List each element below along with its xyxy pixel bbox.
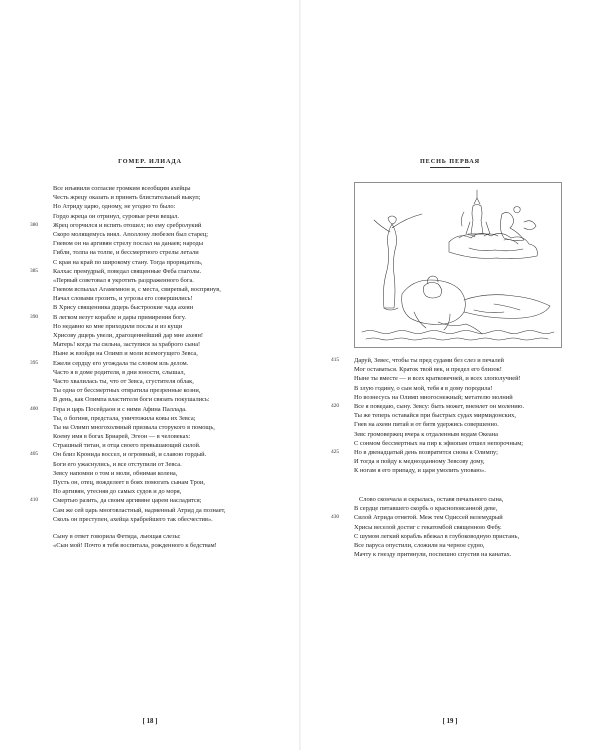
verse-text: Ты на Олимп многохолмный призвала сторукого в помощь,: [53, 423, 215, 431]
right-folio: [ 19 ]: [442, 718, 458, 725]
verse-line: [0, 202, 299, 211]
verse-text: Слово скончала и скрылась, оставя печального сына,: [359, 496, 504, 503]
verse-line: [0, 515, 299, 524]
verse-line: [0, 313, 299, 322]
verse-text: Ныне ж взойди на Олимп и моли всемогущего Зевса,: [53, 350, 198, 358]
verse-text: Калхас премудрый, поведал священные Феба глаголы.: [53, 267, 202, 275]
verse-line: [301, 457, 600, 466]
verse-text: Но недавно ко мне приходили послы и из кущи: [53, 322, 183, 330]
verse-text: Гневом вспылал Агамемнон и, с места, свирепый, воспрянув,: [53, 286, 221, 294]
verse-line: [301, 448, 600, 457]
right-page: [301, 0, 600, 750]
verse-text: Мачту к гнезду притянули, поспешно спустив на канатах.: [354, 551, 512, 559]
verse-text: В Хрису священника дщерь быстроокие чада ахеян: [53, 304, 194, 312]
verse-line: [0, 294, 299, 303]
verse-line: [301, 384, 600, 393]
verse-text: Жрец огорчился и вспять отошел; но ему сребролукий: [53, 221, 202, 229]
verse-line: [0, 212, 299, 221]
verse-text: Гневом он на аргивян стрелу послал на данаев; народы: [53, 240, 204, 248]
verse-text: Хрисову дщерь увели, драгоценнейший дар мне ахеян!: [53, 332, 204, 339]
verse-text: В легком везут корабле и дары примирения богу.: [53, 313, 186, 321]
verse-line: [0, 248, 299, 257]
verse-line: [301, 532, 600, 541]
verse-line: [301, 466, 600, 475]
verse-text: С шумом легкий корабль вбежал в глубоководную пристань,: [354, 532, 520, 540]
verse-text: Часто я в доме родителя, в дни юности, слышал,: [53, 368, 186, 376]
verse-line: [301, 356, 600, 365]
verse-text: Но Атриду царю, одному, не угодно то было:: [53, 203, 176, 211]
verse-line: [0, 524, 299, 532]
verse-line: [0, 276, 299, 285]
left-running-head-rule: [136, 167, 164, 168]
verse-line: [0, 395, 299, 404]
verse-line: [0, 193, 299, 202]
right-running-head-rule: [430, 167, 470, 168]
verse-text: Сколь он преступен, ахейца храбрейшего так обесчестив».: [53, 515, 213, 523]
verse-line: [0, 184, 299, 193]
verse-line: [0, 267, 299, 276]
verse-text: Мог оставаться. Краток твой век, и предел его близок!: [354, 366, 502, 374]
line-number: 415: [331, 357, 340, 363]
verse-text: Ты одна от бессмертных отвратила презренные козни,: [53, 387, 201, 395]
verse-text: В сердце питавшего скорбь о краснопоясанной деве,: [354, 505, 498, 513]
verse-line: [0, 541, 299, 550]
line-number: 430: [331, 514, 340, 521]
verse-text: Сам же сей царь многовластный, надменный Атрид да познает,: [53, 506, 226, 514]
verse-line: [0, 331, 299, 340]
left-running-head: [110, 158, 190, 168]
verse-line: [301, 393, 600, 402]
verse-line: [0, 368, 299, 377]
verse-text: Гибли, толпа на толпе, и бессмертного стрелы летали: [53, 249, 199, 257]
verse-line: [0, 496, 299, 505]
verse-text: В злую годину, о сын мой, тебя я в дому породила!: [354, 384, 493, 392]
left-page: [0, 0, 299, 750]
verse-text: Зевс громовержец вчера к отдаленным водам Океана: [354, 430, 498, 438]
verse-line: [301, 495, 600, 504]
verse-line: [0, 487, 299, 496]
verse-text: Честь жрецу оказать и принять блистательный выкуп;: [53, 194, 201, 202]
verse-line: [0, 340, 299, 349]
right-verse-block-top: [301, 356, 600, 475]
verse-text: Пусть он, отец, вожделеет в боях помогать сынам Трои,: [53, 479, 205, 486]
verse-line: [0, 450, 299, 459]
line-number: 425: [331, 448, 340, 455]
verse-text: Ежели сердцу его угождала ты словом иль делом.: [53, 359, 189, 367]
verse-line: [0, 441, 299, 450]
verse-line: [301, 504, 600, 513]
verse-line: [0, 432, 299, 441]
line-number: 410: [30, 497, 39, 504]
verse-line: [301, 365, 600, 374]
verse-line: [0, 405, 299, 414]
right-running-head: [410, 158, 490, 168]
verse-line: [0, 506, 299, 515]
verse-text: Ныне ты вместе — и всех кратковечней, и всех злополучней!: [354, 375, 521, 383]
engraving-thetis-zeus-olympus-icon: [354, 182, 562, 348]
verse-text: Часто хвалилась ты, что от Зевса, сгустителя облак,: [53, 377, 194, 385]
verse-line: [301, 523, 600, 532]
verse-text: Зевсу напомни о том и моли, обнимая колена,: [53, 469, 178, 477]
line-number: 395: [30, 359, 39, 366]
verse-text: Силой Атрида отнятой. Меж тем Одиссей велемудрый: [354, 514, 503, 522]
verse-text: Даруй, Зевес, чтобы ты пред судами без слез и печалей: [354, 357, 504, 364]
verse-line: [0, 322, 299, 331]
verse-text: Все изъявили согласие громким всеобщим ахейцы: [53, 185, 191, 192]
verse-text: Смертью разить, да своим аргивяне царем насладятся;: [53, 497, 202, 505]
line-number: 420: [331, 402, 340, 409]
verse-text: Гера и царь Посейдаон и с ними Афина Паллада.: [53, 405, 187, 413]
verse-text: Все я поведаю, сыну. Зевсу: быть может, внемлет он молению.: [354, 402, 525, 410]
verse-line: [0, 386, 299, 395]
verse-text: Хрисы веселой достиг с гекатомбой священною Фебу.: [354, 523, 502, 531]
verse-text: Ты же теперь оставайся при быстрых судах мирмидонских,: [354, 412, 516, 420]
verse-line: [0, 414, 299, 423]
verse-text: Сыну в ответ говорила Фетида, льющая слезы:: [53, 532, 181, 540]
verse-line: [0, 221, 299, 230]
verse-line: [0, 303, 299, 312]
verse-text: Начал словами грозить, и угрозы его совершились!: [53, 295, 193, 303]
verse-text: Гнев на ахеян питай и от битв удержись совершенно.: [354, 421, 499, 429]
verse-line: [301, 430, 600, 439]
verse-text: «Сын мой! Почто я тебя воспитала, рожденного к бедствам!: [53, 542, 217, 550]
verse-text: Боги его ужаснулись, и все отступили от Зевса.: [53, 460, 182, 468]
line-number: 405: [30, 451, 39, 458]
verse-line: [0, 349, 299, 358]
verse-text: Он близ Кронида воссел, и огромный, и славою гордый.: [53, 451, 207, 459]
verse-line: [0, 478, 299, 487]
verse-text: Но вознесусь на Олимп многоснежный; метателю молний: [354, 393, 513, 401]
right-verse-block-bottom: [301, 495, 600, 559]
verse-text: Но в двенадцатый день возвратится снова к Олимпу;: [354, 448, 498, 456]
verse-text: В день, как Олимпа властителя боги связать покушались:: [53, 396, 210, 404]
verse-line: [301, 402, 600, 411]
line-number: 390: [30, 313, 39, 320]
verse-line: [0, 423, 299, 432]
verse-text: Коему имя в богах Бриарей, Эгеон — в человеках:: [53, 433, 191, 441]
line-number: 385: [30, 267, 39, 274]
verse-text: И тогда я пойду к меднозданному Зевсову дому,: [354, 458, 485, 466]
line-number: 400: [30, 405, 39, 412]
verse-line: [0, 230, 299, 239]
verse-line: [301, 439, 600, 448]
verse-line: [301, 411, 600, 420]
verse-text: Гордо жреца он отринул, суровые речи вещал.: [53, 212, 179, 220]
verse-line: [0, 359, 299, 368]
left-verse-block: [0, 184, 299, 550]
verse-text: Страшный титан, и отца своего превышающий силой.: [53, 442, 201, 450]
verse-line: [0, 377, 299, 386]
verse-text: С сонмом бессмертных на пир к эфиопам отшел непорочным;: [354, 439, 524, 447]
left-folio: [ 18 ]: [142, 718, 158, 725]
verse-text: «Первый советовал я укротить раздраженного бога.: [53, 276, 194, 284]
verse-text: Но аргивян, утесняя до самых судов и до моря,: [53, 488, 182, 496]
verse-text: Все паруса опустили, сложили на черное судно,: [354, 541, 485, 549]
verse-text: Матерь! когда ты сильна, заступися за храброго сына!: [53, 341, 201, 349]
verse-text: Скоро молящемусь внял. Аполлону любезен был старец;: [53, 230, 209, 238]
verse-line: [301, 513, 600, 522]
verse-line: [0, 460, 299, 469]
verse-line: [301, 374, 600, 383]
right-running-head-text: ПЕСНЬ ПЕРВАЯ: [419, 158, 481, 165]
verse-line: [301, 541, 600, 550]
verse-line: [301, 420, 600, 429]
line-number: 380: [30, 221, 39, 228]
verse-line: [301, 550, 600, 559]
verse-line: [0, 258, 299, 267]
verse-line: [0, 532, 299, 541]
verse-text: С края на край по широкому стану. Тогда прорицатель,: [53, 258, 203, 266]
verse-line: [0, 469, 299, 478]
verse-text: Ты, о богиня, предстала, уничтожила ковы их Зевса;: [53, 414, 196, 422]
verse-text: К ногам я его припаду, и царя умолить уповаю».: [354, 467, 486, 475]
verse-line: [0, 239, 299, 248]
verse-line: [0, 285, 299, 294]
left-running-head-text: ГОМЕР. ИЛИАДА: [118, 158, 182, 165]
